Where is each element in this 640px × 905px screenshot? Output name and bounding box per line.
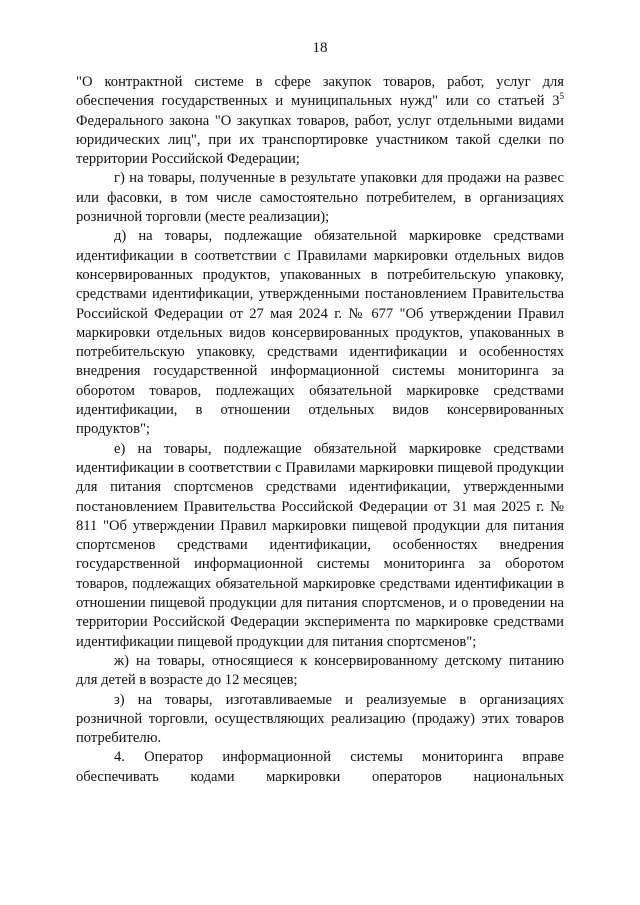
- paragraph-continuation: [76, 73, 564, 169]
- document-body: [76, 73, 564, 787]
- paragraph-item-z: з) на товары, изготавливаемые и реализуемые в организациях розничной торговли, осуществляющих реализацию (продажу) этих товаров потребителю.: [76, 691, 564, 747]
- page-number: 18: [312, 40, 328, 56]
- paragraph-text: Федерального закона "О закупках товаров, работ, услуг отдельными видами юридических лиц", при их транспортировке участником такой сделки по территории Российской Федерации;: [76, 112, 564, 168]
- paragraph-item-zh: ж) на товары, относящиеся к консервированному детскому питанию для детей в возрасте до 12 месяцев;: [76, 652, 564, 689]
- paragraph-item-e: е) на товары, подлежащие обязательной маркировке средствами идентификации в соответствии с Правилами маркировки пищевой продукции для питания спортсменов средствами идентификации, утвержденными постановлением Правительства Российской Федерации от 31 мая 2025 г. № 811 "Об утверждении Правил маркировки пищевой продукции для питания спортсменов средствами идентификации, особенностях внедрения государственной информационной системы мониторинга за оборотом товаров, подлежащих обязательной маркировке средствами идентификации в отношении пищевой продукции для питания спортсменов, и о проведении на территории Российской Федерации эксперимента по маркировке средствами идентификации пищевой продукции для питания спортсменов";: [76, 440, 564, 650]
- paragraph-item-d: д) на товары, подлежащие обязательной маркировке средствами идентификации в соответствии с Правилами маркировки отдельных видов консервированных продуктов, упакованных в потребительскую упаковку, средствами идентификации, утвержденными постановлением Правительства Российской Федерации от 27 мая 2024 г. № 677 "Об утверждении Правил маркировки отдельных видов консервированных продуктов, упакованных в потребительскую упаковку, средствами идентификации и особенностях внедрения государственной информационной системы мониторинга за оборотом товаров, подлежащих обязательной маркировке средствами идентификации, в отношении отдельных видов консервированных продуктов";: [76, 228, 564, 438]
- paragraph-item-g: г) на товары, полученные в результате упаковки для продажи на развес или фасовки, в том числе самостоятельно потребителем, в организациях розничной торговли (месте реализации);: [76, 170, 564, 226]
- paragraph-text: "О контрактной системе в сфере закупок товаров, работ, услуг для обеспечения государственных и муниципальных нужд" или со статьей 3: [76, 74, 564, 110]
- paragraph-section-4: 4. Оператор информационной системы мониторинга вправе обеспечивать кодами маркировки операторов национальных: [76, 749, 564, 785]
- footnote-superscript: 5: [559, 91, 564, 102]
